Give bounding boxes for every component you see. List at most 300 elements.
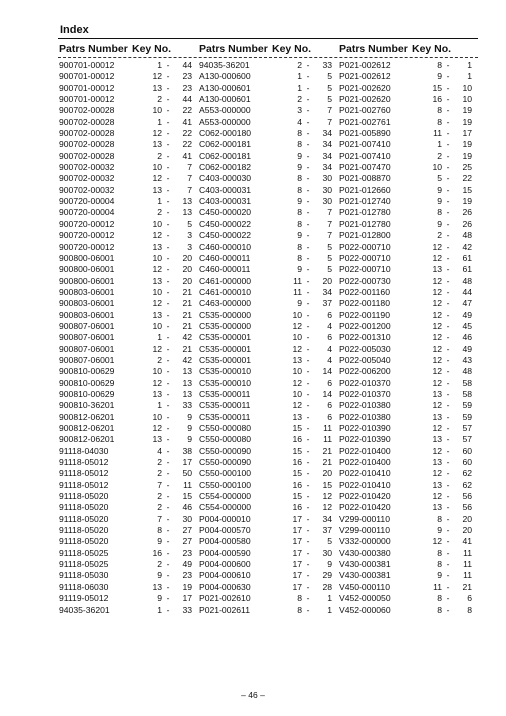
key-item: 20 [182, 275, 192, 286]
index-row [198, 514, 338, 525]
key-separator: - [166, 82, 170, 93]
part-number: V299-000110 [339, 525, 390, 536]
key-number [414, 71, 474, 82]
key-figure: 9 [437, 570, 442, 581]
key-separator: - [166, 286, 170, 297]
key-separator: - [306, 343, 310, 354]
key-figure: 8 [437, 60, 442, 70]
key-item: 19 [182, 581, 192, 592]
key-item: 8 [467, 604, 472, 615]
key-separator: - [446, 150, 450, 161]
key-item: 3 [187, 241, 192, 252]
key-figure: 13 [152, 139, 162, 150]
key-separator: - [446, 264, 450, 275]
key-figure: 8 [437, 513, 442, 524]
key-item: 23 [182, 82, 192, 93]
index-row [198, 219, 338, 230]
key-item: 9 [187, 434, 192, 445]
index-row [338, 185, 478, 196]
key-item: 60 [462, 457, 472, 468]
part-number: C460-000010 [199, 241, 252, 252]
key-item: 59 [462, 411, 472, 422]
key-separator: - [166, 275, 170, 286]
key-figure: 9 [297, 230, 302, 241]
key-number [274, 525, 334, 536]
key-number [134, 94, 194, 105]
key-number [414, 559, 474, 570]
key-item: 25 [462, 162, 472, 173]
key-item: 1 [327, 593, 332, 604]
index-row [338, 94, 478, 105]
key-figure: 8 [297, 128, 302, 139]
key-number [274, 502, 334, 513]
index-row [198, 276, 338, 287]
part-number: C460-000011 [199, 264, 251, 275]
key-separator: - [306, 275, 310, 286]
key-separator: - [166, 559, 170, 570]
key-item: 27 [182, 525, 192, 536]
key-number [274, 446, 334, 457]
key-figure: 12 [432, 377, 442, 388]
key-item: 5 [327, 252, 332, 263]
part-number: P022-001200 [339, 320, 391, 331]
key-item: 22 [462, 173, 472, 184]
key-number [414, 60, 474, 71]
key-item: 34 [322, 139, 332, 150]
key-number [414, 378, 474, 389]
index-row [58, 582, 198, 593]
key-figure: 13 [152, 275, 162, 286]
key-item: 19 [462, 116, 472, 127]
part-number: 900720-00012 [59, 241, 115, 252]
key-item: 7 [327, 116, 332, 127]
key-figure: 13 [152, 581, 162, 592]
key-number [134, 446, 194, 457]
key-item: 42 [182, 354, 192, 365]
part-number: P021-008870 [339, 173, 391, 184]
index-row [198, 389, 338, 400]
index-row [58, 139, 198, 150]
index-row [198, 71, 338, 82]
key-separator: - [306, 252, 310, 263]
part-number: C450-000022 [199, 218, 252, 229]
key-number [134, 139, 194, 150]
key-item: 19 [462, 139, 472, 150]
key-item: 19 [462, 105, 472, 116]
key-figure: 10 [292, 309, 302, 320]
key-item: 10 [462, 82, 472, 93]
key-number [274, 412, 334, 423]
key-number [274, 468, 334, 479]
part-number: 91118-05012 [59, 457, 109, 468]
key-number [274, 264, 334, 275]
key-separator: - [446, 71, 450, 82]
key-figure: 12 [292, 377, 302, 388]
part-number: P022-000710 [339, 264, 391, 275]
part-number: C403-000030 [199, 173, 252, 184]
part-number: P021-007410 [339, 150, 391, 161]
key-item: 11 [463, 547, 472, 558]
key-number [414, 230, 474, 241]
index-row [58, 480, 198, 491]
key-figure: 16 [292, 434, 302, 445]
index-row [338, 287, 478, 298]
index-row [338, 400, 478, 411]
key-figure: 9 [157, 570, 162, 581]
index-rows [338, 60, 478, 616]
part-number: 900810-00629 [59, 377, 115, 388]
key-item: 5 [327, 94, 332, 105]
key-item: 56 [462, 502, 472, 513]
key-item: 44 [462, 286, 472, 297]
key-separator: - [306, 547, 310, 558]
key-number [134, 400, 194, 411]
part-number: V332-000000 [339, 536, 391, 547]
key-number [274, 514, 334, 525]
key-separator: - [446, 536, 450, 547]
index-row [338, 525, 478, 536]
key-separator: - [446, 445, 450, 456]
key-item: 11 [183, 479, 192, 490]
part-number: 91118-05030 [59, 570, 109, 581]
part-number: 900807-06001 [59, 320, 115, 331]
index-row [338, 423, 478, 434]
key-figure: 10 [152, 320, 162, 331]
part-number: C550-000100 [199, 479, 252, 490]
key-figure: 10 [152, 411, 162, 422]
index-rows [58, 60, 198, 616]
index-row [198, 412, 338, 423]
key-figure: 13 [432, 502, 442, 513]
key-item: 42 [462, 241, 472, 252]
index-row [58, 83, 198, 94]
key-item: 60 [462, 445, 472, 456]
part-number: 91118-05020 [59, 513, 109, 524]
part-number: 91118-05020 [59, 502, 109, 513]
column-header [198, 40, 338, 57]
index-row [198, 94, 338, 105]
key-separator: - [446, 570, 450, 581]
key-item: 61 [462, 264, 472, 275]
key-separator: - [306, 400, 310, 411]
key-figure: 17 [292, 559, 302, 570]
key-figure: 8 [297, 184, 302, 195]
key-figure: 8 [157, 525, 162, 536]
key-separator: - [306, 332, 310, 343]
key-figure: 11 [293, 275, 302, 286]
key-separator: - [166, 388, 170, 399]
index-row [338, 434, 478, 445]
key-item: 15 [322, 479, 332, 490]
key-item: 44 [182, 60, 192, 70]
index-row [58, 128, 198, 139]
key-figure: 10 [152, 218, 162, 229]
key-figure: 8 [297, 604, 302, 615]
key-number [134, 366, 194, 377]
key-figure: 12 [152, 173, 162, 184]
column-header [338, 40, 478, 57]
part-number: A553-000000 [199, 116, 251, 127]
key-item: 34 [322, 150, 332, 161]
key-figure: 1 [157, 116, 162, 127]
key-separator: - [446, 105, 450, 116]
index-row [338, 207, 478, 218]
key-separator: - [446, 513, 450, 524]
part-number: 900701-00012 [59, 94, 115, 105]
key-number [414, 366, 474, 377]
key-item: 19 [462, 196, 472, 207]
key-separator: - [446, 196, 450, 207]
index-row [338, 366, 478, 377]
key-item: 13 [182, 207, 192, 218]
key-item: 9 [187, 423, 192, 433]
index-row [338, 117, 478, 128]
key-number [134, 389, 194, 400]
key-item: 4 [327, 354, 332, 365]
key-figure: 2 [157, 502, 162, 513]
key-number [274, 536, 334, 547]
key-number [134, 582, 194, 593]
key-separator: - [166, 377, 170, 388]
key-separator: - [306, 536, 310, 547]
key-item: 17 [462, 128, 472, 139]
key-figure: 2 [157, 354, 162, 365]
key-item: 30 [322, 547, 332, 558]
key-separator: - [306, 570, 310, 581]
index-row [58, 105, 198, 116]
key-item: 56 [462, 491, 472, 502]
part-number: P022-010400 [339, 445, 391, 456]
key-separator: - [166, 241, 170, 252]
key-item: 33 [182, 400, 192, 411]
key-item: 5 [187, 218, 192, 229]
key-figure: 8 [437, 116, 442, 127]
key-separator: - [306, 298, 310, 309]
key-separator: - [166, 479, 170, 490]
key-item: 12 [322, 502, 332, 513]
part-number: P022-010390 [339, 434, 391, 445]
part-number: 91118-05012 [59, 468, 109, 479]
key-number [414, 83, 474, 94]
part-number: A130-000601 [199, 94, 251, 105]
page-title: Index [60, 24, 89, 36]
key-figure: 7 [157, 513, 162, 524]
key-item: 41 [182, 150, 192, 161]
part-number: C535-000001 [199, 354, 252, 365]
index-row [338, 389, 478, 400]
index-row [198, 196, 338, 207]
key-separator: - [306, 502, 310, 513]
key-item: 41 [182, 116, 192, 127]
part-number: C550-000080 [199, 434, 252, 445]
index-row [338, 253, 478, 264]
key-separator: - [166, 570, 170, 581]
key-number [274, 276, 334, 287]
key-figure: 12 [152, 377, 162, 388]
key-number [274, 219, 334, 230]
key-separator: - [446, 116, 450, 127]
key-figure: 17 [292, 570, 302, 581]
key-separator: - [306, 309, 310, 320]
key-number [274, 128, 334, 139]
key-item: 20 [182, 264, 192, 275]
part-number: 900800-06001 [59, 275, 115, 286]
key-number [414, 242, 474, 253]
key-number [414, 457, 474, 468]
key-figure: 8 [437, 604, 442, 615]
key-figure: 12 [432, 252, 442, 263]
index-column-3 [338, 40, 478, 616]
key-figure: 2 [157, 207, 162, 218]
key-figure: 9 [437, 525, 442, 536]
key-number [274, 423, 334, 434]
key-separator: - [446, 400, 450, 411]
key-figure: 1 [157, 400, 162, 411]
index-row [338, 276, 478, 287]
index-row [338, 264, 478, 275]
key-separator: - [166, 252, 170, 263]
key-separator: - [166, 196, 170, 207]
index-row [58, 423, 198, 434]
key-separator: - [306, 207, 310, 218]
key-item: 21 [322, 457, 332, 468]
index-row [338, 502, 478, 513]
key-number [134, 151, 194, 162]
key-item: 21 [322, 445, 332, 456]
key-figure: 10 [152, 252, 162, 263]
key-item: 50 [182, 468, 192, 479]
index-row [198, 83, 338, 94]
key-separator: - [446, 332, 450, 343]
key-number [134, 298, 194, 309]
key-item: 62 [462, 479, 472, 490]
key-number [414, 548, 474, 559]
index-row [198, 173, 338, 184]
key-item: 41 [462, 536, 472, 547]
key-separator: - [306, 320, 310, 331]
key-separator: - [166, 423, 170, 433]
key-figure: 2 [157, 468, 162, 479]
part-number: C403-000031 [199, 184, 252, 195]
key-figure: 13 [152, 434, 162, 445]
key-separator: - [166, 525, 170, 536]
part-number: P022-000710 [339, 241, 391, 252]
key-figure: 9 [437, 196, 442, 207]
key-separator: - [166, 128, 170, 139]
index-row [198, 253, 338, 264]
key-separator: - [166, 116, 170, 127]
key-separator: - [166, 547, 170, 558]
key-figure: 8 [297, 207, 302, 218]
part-number: 91118-05025 [59, 559, 109, 570]
key-number [274, 389, 334, 400]
key-separator: - [166, 457, 170, 468]
key-number [134, 60, 194, 71]
part-number: P022-010390 [339, 423, 391, 433]
key-item: 49 [182, 559, 192, 570]
key-figure: 2 [437, 150, 442, 161]
key-number [274, 151, 334, 162]
part-number: C535-000000 [199, 320, 252, 331]
key-separator: - [306, 445, 310, 456]
key-item: 7 [327, 105, 332, 116]
key-item: 62 [462, 468, 472, 479]
key-item: 13 [182, 388, 192, 399]
key-number [274, 378, 334, 389]
key-figure: 12 [432, 286, 442, 297]
key-item: 23 [182, 71, 192, 82]
index-row [338, 355, 478, 366]
index-row [198, 344, 338, 355]
index-row [198, 151, 338, 162]
index-row [58, 400, 198, 411]
key-number [134, 536, 194, 547]
key-number [414, 151, 474, 162]
index-row [58, 468, 198, 479]
key-separator: - [166, 354, 170, 365]
key-figure: 7 [157, 479, 162, 490]
index-row [198, 242, 338, 253]
key-item: 12 [322, 491, 332, 502]
part-number: V430-000381 [339, 570, 391, 581]
key-figure: 16 [292, 457, 302, 468]
index-row [58, 514, 198, 525]
key-figure: 12 [432, 298, 442, 309]
key-figure: 1 [157, 60, 162, 70]
key-number [274, 83, 334, 94]
key-separator: - [306, 218, 310, 229]
part-number: V299-000110 [339, 513, 390, 524]
key-number [134, 559, 194, 570]
key-number [134, 491, 194, 502]
key-separator: - [166, 230, 170, 241]
part-number: A130-000601 [199, 82, 251, 93]
part-number: 900702-00032 [59, 173, 115, 184]
key-item: 10 [462, 94, 472, 105]
key-number [414, 287, 474, 298]
key-separator: - [306, 162, 310, 173]
key-item: 34 [322, 286, 332, 297]
key-figure: 8 [297, 139, 302, 150]
key-figure: 11 [433, 128, 442, 139]
part-number: 900702-00028 [59, 150, 115, 161]
key-number [134, 242, 194, 253]
index-row [58, 605, 198, 616]
key-figure: 10 [432, 162, 442, 173]
part-number: 900807-06001 [59, 343, 115, 354]
key-number [414, 264, 474, 275]
key-separator: - [166, 581, 170, 592]
key-number [414, 355, 474, 366]
index-row [338, 468, 478, 479]
part-number: P004-000590 [199, 547, 251, 558]
key-item: 19 [462, 150, 472, 161]
index-row [58, 253, 198, 264]
key-item: 6 [327, 377, 332, 388]
key-figure: 10 [152, 105, 162, 116]
key-number [274, 355, 334, 366]
key-number [134, 321, 194, 332]
key-figure: 1 [157, 604, 162, 615]
key-number [274, 593, 334, 604]
key-item: 23 [182, 547, 192, 558]
part-number: P021-012800 [339, 230, 391, 241]
key-item: 20 [322, 468, 332, 479]
key-number [274, 457, 334, 468]
key-item: 33 [322, 60, 332, 70]
key-figure: 8 [437, 593, 442, 604]
key-separator: - [306, 82, 310, 93]
